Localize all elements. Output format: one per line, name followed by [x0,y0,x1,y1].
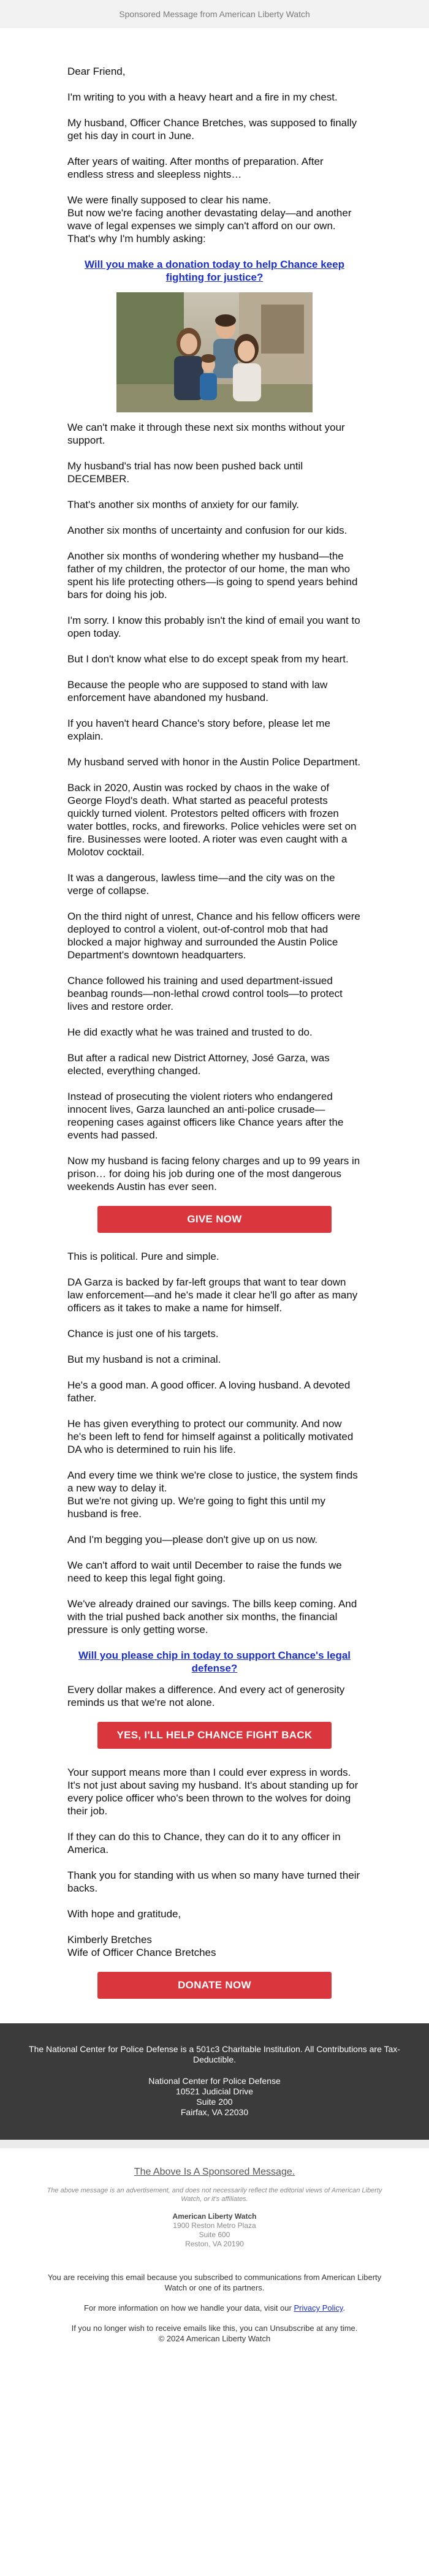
paragraph: Chance is just one of his targets. [67,1328,219,1339]
paragraph: If they can do this to Chance, they can do it to any officer in America. [67,1831,341,1855]
sponsor-address-line: Reston, VA 20190 [185,2240,244,2248]
paragraph: Back in 2020, Austin was rocked by chaos in the wake of George Floyd's death. What started as peaceful protests quickly turned violent. Protestors pelted officers with frozen water bottles, rocks, and fireworks. Police vehicles were set on fire. Businesses were looted. A rioter was even caught with a Molotov cocktail. [67,782,357,858]
closing: With hope and gratitude, [67,1908,181,1920]
footer-address-line: Suite 200 [196,2097,233,2107]
unsubscribe-suffix: at any time. [316,2324,358,2333]
email-footer [0,2261,429,2372]
paragraph: We can't afford to wait until December to raise the funds we need to keep this legal fight going. [67,1559,342,1584]
paragraph: DA Garza is backed by far-left groups that want to tear down law enforcement—and he's made it clear he'll go after as many officers as it takes to make a name for himself. [67,1276,358,1314]
paragraph: He's a good man. A good officer. A loving husband. A devoted father. [67,1379,351,1404]
copyright: © 2024 American Liberty Watch [158,2334,271,2343]
paragraph: Because the people who are supposed to stand with law enforcement have abandoned my husband. [67,679,328,703]
privacy-prefix: For more information on how we handle your data, visit our [83,2303,292,2313]
paragraph: But after a radical new District Attorney, José Garza, was elected, everything changed. [67,1052,330,1077]
tax-deductible-notice: The National Center for Police Defense is a 501c3 Charitable Institution. All Contributions are Tax-Deductible. [29,2044,400,2064]
paragraph: He has given everything to protect our community. And now he's been left to fend for himself against a politically motivated DA who is determined to ruin his life. [67,1418,354,1455]
letter-body [67,28,362,1999]
paragraph: We were finally supposed to clear his name. [67,194,271,206]
paragraph: Every dollar makes a difference. And every act of generosity reminds us that we're not alone. [67,1684,345,1708]
paragraph: On the third night of unrest, Chance and his fellow officers were deployed to control a violent, out-of-control mob that had blocked a major highway and surrounded the Austin Police Department's downtown headquarters. [67,911,360,961]
paragraph: I'm writing to you with a heavy heart and a fire in my chest. [67,91,338,103]
disclaimer-fine-print: The above message is an advertisement, and does not necessarily reflect the editorial views of American Liberty Watch, or it's affiliates. [47,2187,382,2203]
signature-name: Kimberly Bretches [67,1934,152,1945]
donate-now-button[interactable]: DONATE NOW [97,1972,332,1999]
paragraph: But my husband is not a criminal. [67,1354,221,1365]
paragraph: Chance followed his training and used department-issued beanbag rounds—non-lethal crowd control tools—to protect lives and restore order. [67,975,343,1012]
legal-defense-headline [67,1649,362,1675]
greeting: Dear Friend, [67,66,126,77]
paragraph: We can't make it through these next six months without your support. [67,422,345,446]
paragraph: We've already drained our savings. The bills keep coming. And with the trial pushed back another six months, the financial pressure is only getting worse. [67,1598,357,1635]
legal-defense-headline-link[interactable]: Will you please chip in today to support Chance's legal defense? [78,1650,351,1674]
paragraph: And every time we think we're close to justice, the system finds a new way to delay it. [67,1469,358,1494]
sponsor-disclaimer [0,2148,429,2261]
paragraph: Another six months of wondering whether my husband—the father of my children, the protector of our home, the man who spent his life protecting others—is going to spend years behind bars for doing his job. [67,550,358,600]
paragraph: But I don't know what else to do except speak from my heart. [67,653,349,665]
paragraph: Thank you for standing with us when so many have turned their backs. [67,1869,360,1894]
paragraph: I'm sorry. I know this probably isn't the kind of email you want to open today. [67,615,360,639]
paragraph: And I'm begging you—please don't give up on us now. [67,1534,318,1545]
paragraph: My husband served with honor in the Austin Police Department. [67,756,361,768]
paragraph: This is political. Pure and simple. [67,1251,219,1262]
sponsored-banner-text: Sponsored Message from American Liberty Watch [119,9,310,19]
subscription-notice: You are receiving this email because you subscribed to communications from American Liberty Watch or one of its partners. [47,2273,382,2292]
paragraph: Instead of prosecuting the violent rioters who endangered innocent lives, Garza launched an anti-police crusade—reopening cases against officers like Chance years after the events had passed. [67,1091,344,1141]
paragraph: My husband's trial has now been pushed back until DECEMBER. [67,460,303,485]
give-now-button[interactable]: GIVE NOW [97,1206,332,1233]
paragraph: After years of waiting. After months of preparation. After endless stress and sleepless nights… [67,156,324,180]
organization-footer [0,2023,429,2140]
privacy-policy-link[interactable]: Privacy Policy [294,2303,343,2313]
sponsor-address-line: Suite 600 [199,2230,230,2239]
paragraph: Now my husband is facing felony charges and up to 99 years in prison… for doing his job during one of the most dangerous weekends Austin has ever seen. [67,1155,360,1192]
paragraph: He did exactly what he was trained and trusted to do. [67,1026,313,1038]
donation-headline-link[interactable]: Will you make a donation today to help Chance keep fighting for justice? [85,259,344,283]
signature-title: Wife of Officer Chance Bretches [67,1947,216,1958]
privacy-notice: For more information on how we handle your data, visit our Privacy Policy. [83,2303,346,2313]
donation-headline [67,258,362,284]
paragraph: That's another six months of anxiety for our family. [67,499,300,510]
footer-org-name: National Center for Police Defense [148,2076,281,2086]
sponsor-org-name: American Liberty Watch [172,2212,257,2221]
paragraph: It was a dangerous, lawless time—and the city was on the verge of collapse. [67,872,335,896]
paragraph: It's not just about saving my husband. It's about standing up for every police officer who's been thrown to the wolves for doing their job. [67,1779,359,1817]
unsubscribe-notice [37,2323,392,2344]
paragraph: That's why I'm humbly asking: [67,233,206,244]
sponsor-address-line: 1900 Reston Metro Plaza [173,2221,256,2230]
unsubscribe-prefix: If you no longer wish to receive emails like this, you can [71,2324,268,2333]
paragraph: Another six months of uncertainty and confusion for our kids. [67,525,347,536]
paragraph: But now we're facing another devastating delay—and another wave of legal expenses we simply can't afford on our own. [67,207,352,232]
footer-address-line: 10521 Judicial Drive [175,2086,254,2096]
sponsor-address [25,2212,404,2249]
family-photo[interactable] [116,292,313,412]
paragraph: My husband, Officer Chance Bretches, was supposed to finally get his day in court in June. [67,117,357,142]
paragraph: But we're not giving up. We're going to fight this until my husband is free. [67,1495,326,1520]
sponsored-banner [0,0,429,28]
help-chance-button[interactable]: YES, I'LL HELP CHANCE FIGHT BACK [97,1722,332,1749]
footer-address-line: Fairfax, VA 22030 [180,2107,249,2117]
paragraph: Your support means more than I could ever express in words. [67,1767,351,1778]
unsubscribe-link[interactable]: Unsubscribe [270,2324,314,2333]
divider [0,2140,429,2148]
paragraph: If you haven't heard Chance's story before, please let me explain. [67,718,330,742]
sponsored-notice: The Above Is A Sponsored Message. [134,2167,295,2177]
